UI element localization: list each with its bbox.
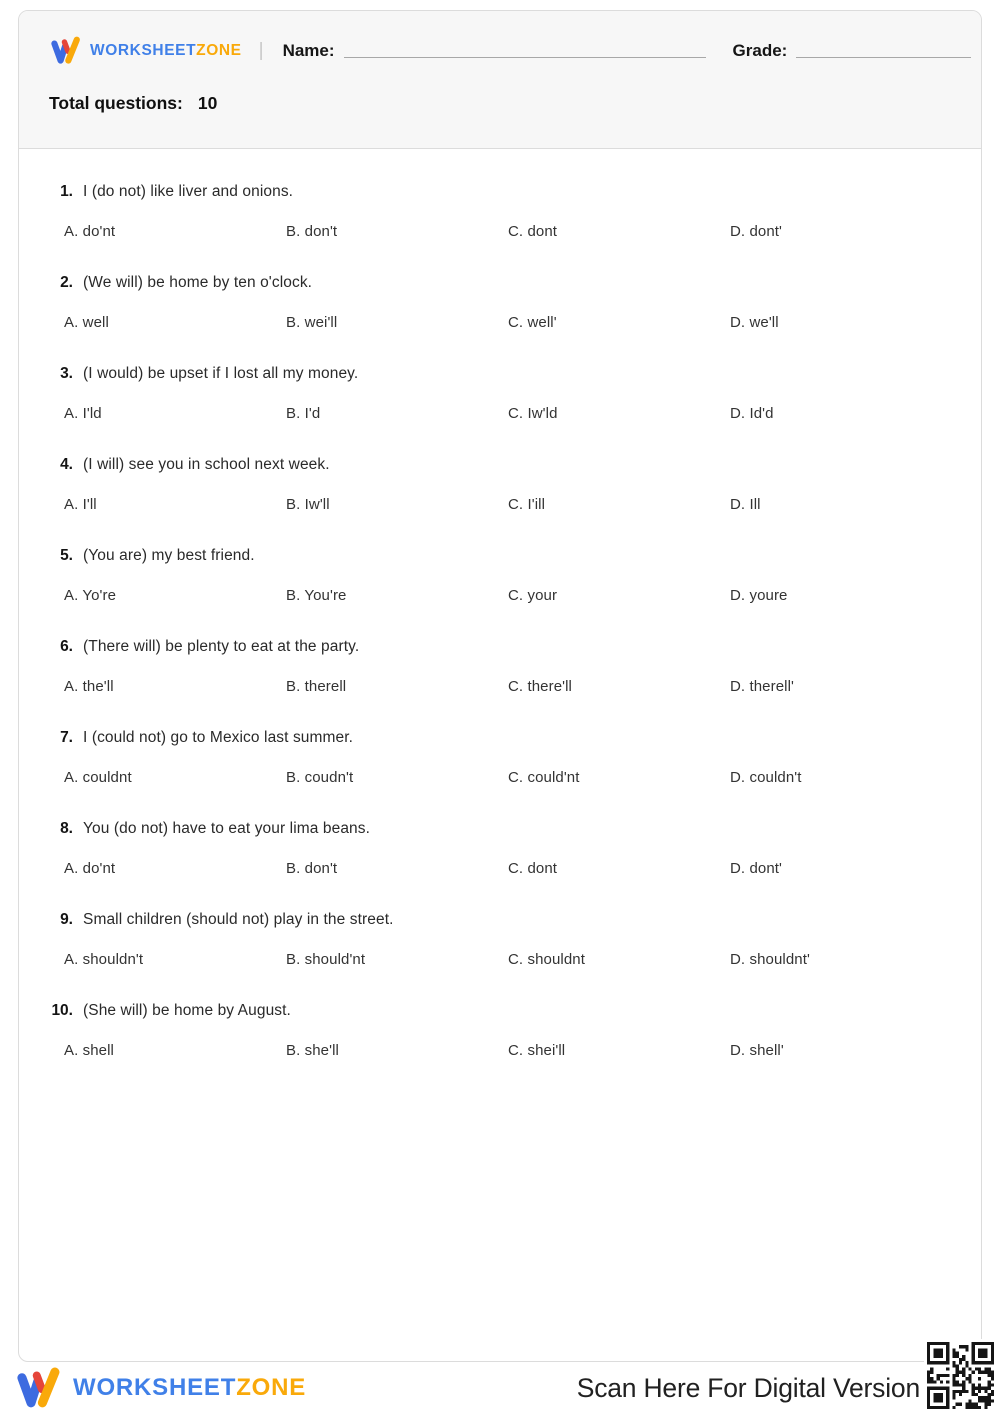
question-number: 6. — [60, 638, 73, 655]
question-option-d: D. shouldnt' — [730, 951, 810, 968]
question-text: I (do not) like liver and onions. — [83, 183, 294, 200]
question-option-c: C. dont — [508, 860, 558, 877]
question-option-c: C. there'll — [508, 678, 572, 695]
question-option-d: D. shell' — [730, 1042, 784, 1059]
question-text: Small children (should not) play in the street. — [83, 911, 394, 928]
question-option-b: B. coudn't — [286, 769, 354, 786]
total-questions-label: Total questions: — [49, 93, 183, 113]
worksheet-card — [18, 10, 982, 1362]
question-option-d: D. dont' — [730, 860, 783, 877]
question-option-c: C. dont — [508, 223, 558, 240]
question-option-d: D. therell' — [730, 678, 794, 695]
question-option-c: C. could'nt — [508, 769, 580, 786]
question-option-b: B. You're — [286, 587, 347, 604]
question-block-1 — [49, 182, 961, 241]
header-row — [49, 11, 973, 66]
question-number: 1. — [60, 183, 73, 200]
header-separator: | — [258, 39, 264, 61]
question-text: You (do not) have to eat your lima beans. — [83, 820, 371, 837]
question-number: 9. — [60, 911, 73, 928]
question-option-c: C. I'ill — [508, 496, 545, 513]
questions-list — [19, 149, 981, 1060]
question-text: (There will) be plenty to eat at the party. — [83, 638, 360, 655]
question-option-b: B. don't — [286, 223, 338, 240]
question-number: 4. — [60, 456, 73, 473]
question-option-b: B. should'nt — [286, 951, 366, 968]
question-number: 7. — [60, 729, 73, 746]
question-option-a: A. I'ld — [64, 405, 102, 422]
question-option-a: A. do'nt — [64, 223, 116, 240]
question-option-a: A. I'll — [64, 496, 97, 513]
question-number: 10. — [51, 1002, 73, 1019]
question-option-d: D. youre — [730, 587, 788, 604]
question-number: 8. — [60, 820, 73, 837]
question-option-c: C. Iw'ld — [508, 405, 558, 422]
question-block-4 — [49, 455, 961, 514]
name-line — [344, 43, 706, 58]
logo-wordmark-secondary: ZONE — [236, 1374, 307, 1401]
question-block-2 — [49, 273, 961, 332]
worksheet-header — [19, 11, 981, 149]
question-option-b: B. therell — [286, 678, 347, 695]
question-number: 2. — [60, 274, 73, 291]
question-option-a: A. do'nt — [64, 860, 116, 877]
question-number: 3. — [60, 365, 73, 382]
question-option-b: B. don't — [286, 860, 338, 877]
question-text: (You are) my best friend. — [83, 547, 255, 564]
name-label: Name: — [282, 40, 335, 60]
question-option-d: D. we'll — [730, 314, 779, 331]
grade-label: Grade: — [732, 40, 788, 60]
question-text: (We will) be home by ten o'clock. — [83, 274, 313, 291]
question-block-6 — [49, 637, 961, 696]
question-number: 5. — [60, 547, 73, 564]
question-block-3 — [49, 364, 961, 423]
worksheetzone-logo — [49, 35, 242, 66]
worksheetzone-w-icon — [14, 1365, 64, 1411]
logo-wordmark-secondary: ZONE — [196, 41, 242, 59]
question-text: (I will) see you in school next week. — [83, 456, 330, 473]
question-option-c: C. well' — [508, 314, 557, 331]
question-block-8 — [49, 819, 961, 878]
question-option-b: B. she'll — [286, 1042, 339, 1059]
logo-wordmark-primary: WORKSHEET — [73, 1374, 237, 1401]
question-option-a: A. shouldn't — [64, 951, 144, 968]
question-block-10 — [49, 1001, 961, 1060]
question-option-c: C. shei'll — [508, 1042, 566, 1059]
grade-line — [796, 43, 971, 58]
question-option-d: D. Id'd — [730, 405, 774, 422]
question-option-b: B. I'd — [286, 405, 321, 422]
logo-wordmark — [90, 42, 242, 60]
question-option-a: A. Yo're — [64, 587, 117, 604]
logo-wordmark-primary: WORKSHEET — [90, 41, 197, 59]
question-option-a: A. shell — [64, 1042, 114, 1059]
question-option-a: A. couldnt — [64, 769, 132, 786]
question-block-7 — [49, 728, 961, 787]
question-option-c: C. your — [508, 587, 558, 604]
question-option-c: C. shouldnt — [508, 951, 585, 968]
question-option-b: B. wei'll — [286, 314, 338, 331]
question-option-d: D. Ill — [730, 496, 761, 513]
total-questions-value: 10 — [197, 93, 218, 113]
qr-code-icon — [924, 1339, 997, 1412]
logo-wordmark — [73, 1374, 306, 1402]
question-option-d: D. dont' — [730, 223, 783, 240]
question-block-9 — [49, 910, 961, 969]
worksheetzone-w-icon — [49, 35, 83, 66]
total-questions — [49, 93, 973, 114]
page-footer — [14, 1364, 920, 1412]
question-option-a: A. well — [64, 314, 109, 331]
question-option-a: A. the'll — [64, 678, 114, 695]
footer-worksheetzone-logo — [14, 1365, 306, 1411]
question-text: (I would) be upset if I lost all my money. — [83, 365, 359, 382]
question-text: I (could not) go to Mexico last summer. — [83, 729, 354, 746]
question-option-d: D. couldn't — [730, 769, 802, 786]
question-option-b: B. Iw'll — [286, 496, 330, 513]
scan-here-text: Scan Here For Digital Version — [576, 1372, 920, 1403]
question-text: (She will) be home by August. — [83, 1002, 291, 1019]
question-block-5 — [49, 546, 961, 605]
